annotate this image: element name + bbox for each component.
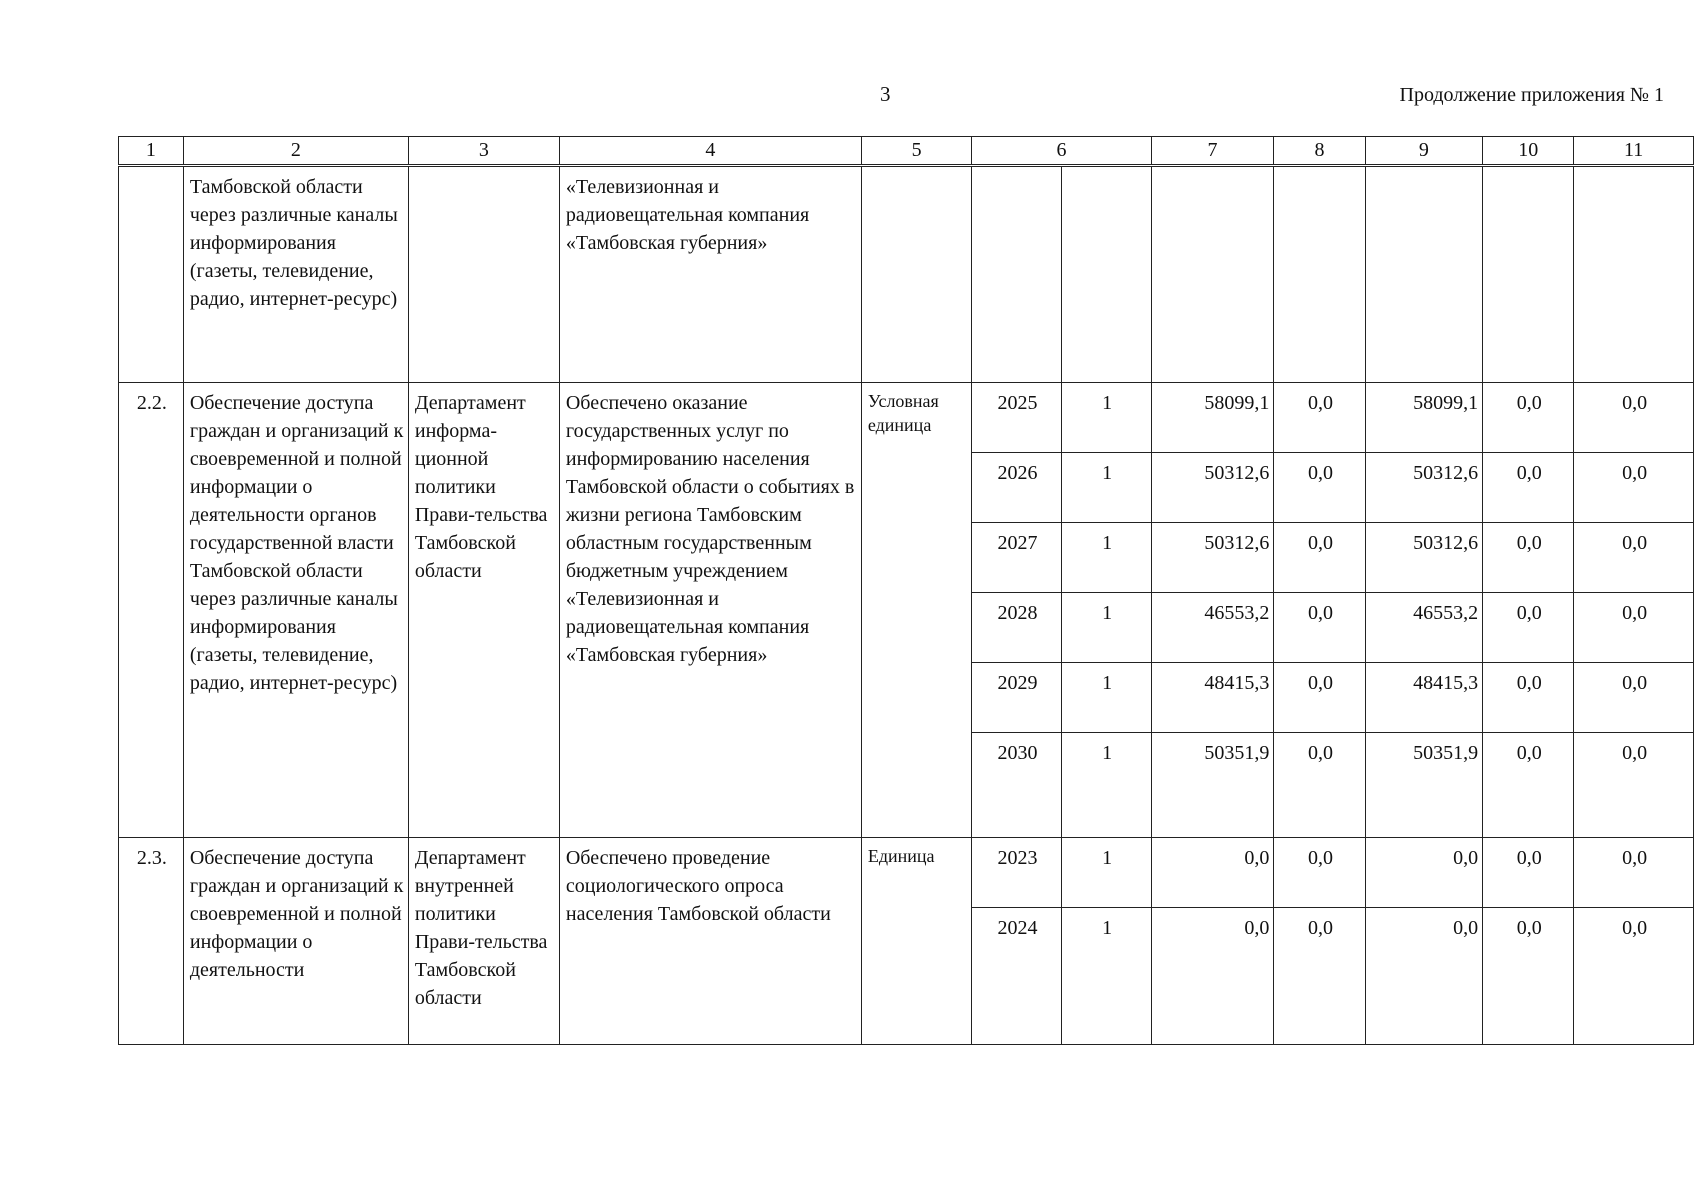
amount-cell: 0,0 (1274, 383, 1365, 453)
amount-cell: 0,0 (1574, 733, 1694, 838)
result-description-cell: Обеспечено оказание государственных услуг по информированию населения Тамбовской области о событиях в жизни региона Тамбовским областным государственным бюджетным учреждением «Телевизионная и радиовещательная компания «Тамбовская губерния» (559, 383, 861, 838)
page-number: 3 (880, 82, 891, 106)
amount-cell: 50312,6 (1365, 523, 1483, 593)
amount-cell: 0,0 (1574, 523, 1694, 593)
year-cell: 2026 (972, 453, 1061, 523)
quantity-cell: 1 (1061, 593, 1151, 663)
quantity-cell: 1 (1061, 523, 1151, 593)
column-number: 1 (119, 137, 184, 166)
table-row-continued (119, 166, 1694, 383)
amount-cell: 0,0 (1574, 383, 1694, 453)
amount-cell: 0,0 (1274, 593, 1365, 663)
unit-cell: Условная единица (861, 383, 971, 838)
year-cell: 2028 (972, 593, 1061, 663)
column-number: 6 (972, 137, 1151, 166)
amount-cell: 0,0 (1574, 593, 1694, 663)
measure-name-cell: Обеспечение доступа граждан и организаций к своевременной и полной информации о деятельности (183, 838, 408, 1045)
amount-cell: 50312,6 (1365, 453, 1483, 523)
year-cell: 2023 (972, 838, 1061, 908)
column-number: 4 (559, 137, 861, 166)
amount-cell: 0,0 (1365, 838, 1483, 908)
quantity-cell: 1 (1061, 908, 1151, 1045)
quantity-cell: 1 (1061, 733, 1151, 838)
table-cell (972, 166, 1061, 383)
amount-cell: 0,0 (1574, 663, 1694, 733)
quantity-cell: 1 (1061, 838, 1151, 908)
amount-cell: 0,0 (1274, 908, 1365, 1045)
year-cell: 2027 (972, 523, 1061, 593)
column-number: 2 (183, 137, 408, 166)
amount-cell: 50312,6 (1151, 453, 1274, 523)
column-number: 11 (1574, 137, 1694, 166)
item-number-cell: 2.2. (119, 383, 184, 838)
quantity-cell: 1 (1061, 663, 1151, 733)
table-cell (1483, 166, 1574, 383)
table-row (119, 838, 1694, 908)
column-number: 7 (1151, 137, 1274, 166)
responsible-executor-cell: Департамент информа-ционной политики Прави-тельства Тамбовской области (408, 383, 559, 838)
item-number-cell: 2.3. (119, 838, 184, 1045)
column-number-row (119, 137, 1694, 166)
amount-cell: 0,0 (1483, 453, 1574, 523)
amount-cell: 0,0 (1365, 908, 1483, 1045)
column-number: 10 (1483, 137, 1574, 166)
amount-cell: 50312,6 (1151, 523, 1274, 593)
amount-cell: 0,0 (1483, 733, 1574, 838)
amount-cell: 0,0 (1483, 593, 1574, 663)
amount-cell: 0,0 (1483, 838, 1574, 908)
amount-cell: 0,0 (1483, 383, 1574, 453)
year-cell: 2030 (972, 733, 1061, 838)
responsible-executor-cell: Департамент внутренней политики Прави-тельства Тамбовской области (408, 838, 559, 1045)
amount-cell: 0,0 (1574, 453, 1694, 523)
column-number: 3 (408, 137, 559, 166)
table-cell (1574, 166, 1694, 383)
column-number: 9 (1365, 137, 1483, 166)
amount-cell: 48415,3 (1151, 663, 1274, 733)
amount-cell: 50351,9 (1365, 733, 1483, 838)
amount-cell: 46553,2 (1151, 593, 1274, 663)
amount-cell: 0,0 (1274, 523, 1365, 593)
year-cell: 2024 (972, 908, 1061, 1045)
amount-cell: 58099,1 (1151, 383, 1274, 453)
table-cell (1365, 166, 1483, 383)
amount-cell: 0,0 (1483, 523, 1574, 593)
table-cell (408, 166, 559, 383)
year-cell: 2025 (972, 383, 1061, 453)
table-cell (1061, 166, 1151, 383)
amount-cell: 0,0 (1274, 838, 1365, 908)
result-description-cell: «Телевизионная и радиовещательная компания «Тамбовская губерния» (559, 166, 861, 383)
amount-cell: 0,0 (1483, 663, 1574, 733)
result-description-cell: Обеспечено проведение социологического опроса населения Тамбовской области (559, 838, 861, 1045)
amount-cell: 58099,1 (1365, 383, 1483, 453)
amount-cell: 48415,3 (1365, 663, 1483, 733)
amount-cell: 0,0 (1274, 733, 1365, 838)
amount-cell: 0,0 (1483, 908, 1574, 1045)
table-cell (1274, 166, 1365, 383)
amount-cell: 50351,9 (1151, 733, 1274, 838)
column-number: 8 (1274, 137, 1365, 166)
year-cell: 2029 (972, 663, 1061, 733)
column-number: 5 (861, 137, 971, 166)
table-cell (1151, 166, 1274, 383)
measure-name-cell: Тамбовской области через различные каналы информирования (газеты, телевидение, радио, интернет-ресурс) (183, 166, 408, 383)
table-cell (861, 166, 971, 383)
quantity-cell: 1 (1061, 383, 1151, 453)
amount-cell: 0,0 (1274, 663, 1365, 733)
amount-cell: 46553,2 (1365, 593, 1483, 663)
appendix-table (118, 136, 1694, 1045)
amount-cell: 0,0 (1151, 838, 1274, 908)
table-cell (119, 166, 184, 383)
measure-name-cell: Обеспечение доступа граждан и организаций к своевременной и полной информации о деятельности органов государственной власти Тамбовской области через различные каналы информирования (газеты, телевидение, радио, интернет-ресурс) (183, 383, 408, 838)
appendix-continuation-label: Продолжение приложения № 1 (1399, 84, 1664, 106)
table-row (119, 383, 1694, 453)
quantity-cell: 1 (1061, 453, 1151, 523)
amount-cell: 0,0 (1151, 908, 1274, 1045)
amount-cell: 0,0 (1274, 453, 1365, 523)
unit-cell: Единица (861, 838, 971, 1045)
amount-cell: 0,0 (1574, 908, 1694, 1045)
amount-cell: 0,0 (1574, 838, 1694, 908)
